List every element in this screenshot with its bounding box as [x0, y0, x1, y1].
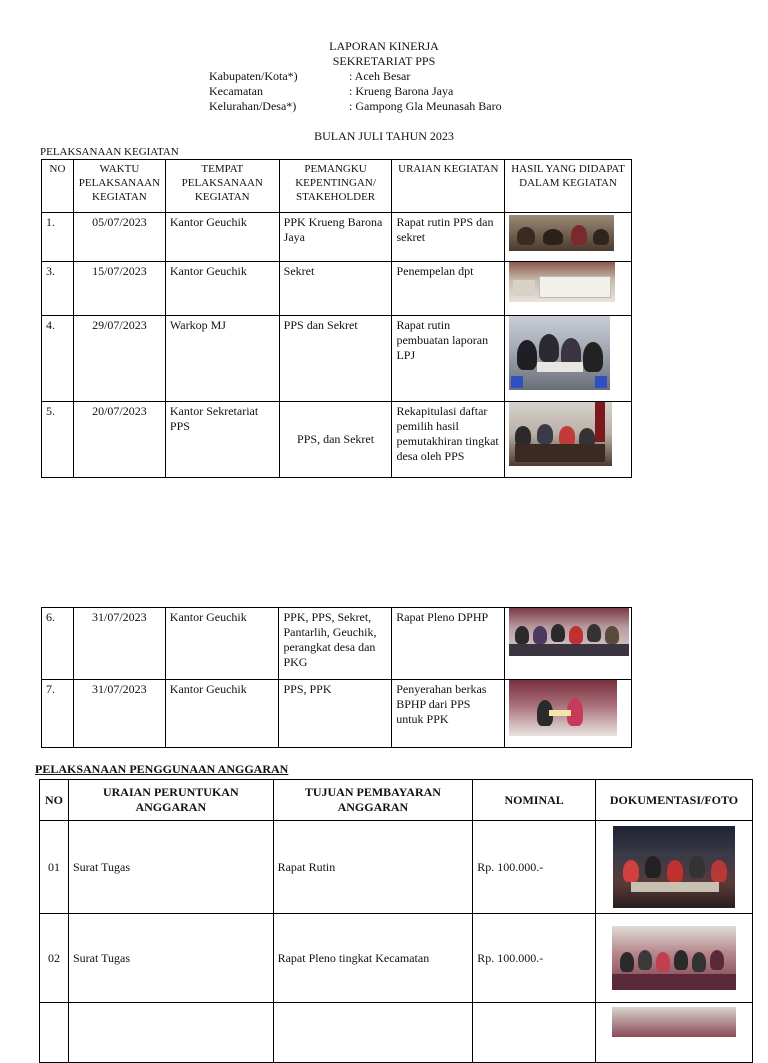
row-uraian — [68, 1003, 273, 1063]
row-tujuan: Rapat Pleno tingkat Kecamatan — [273, 914, 473, 1003]
row-activity: Rapat Pleno DPHP — [392, 608, 505, 680]
row-photo-cell — [504, 608, 631, 680]
table-row — [40, 821, 753, 914]
row-place: Kantor Geuchik — [165, 262, 279, 316]
row-no: 7. — [42, 680, 74, 748]
dinner-meeting-photo — [613, 826, 735, 908]
row-activity: Rekapitulasi daftar pemilih hasil pemutakhiran tingkat desa oleh PPS — [392, 402, 505, 478]
col-header-tempat: TEMPAT PELAKSANAAN KEGIATAN — [165, 160, 279, 213]
row-nominal — [473, 1003, 596, 1063]
row-stakeholder: PPK, PPS, Sekret, Pantarlih, Geuchik, perangkat desa dan PKG — [279, 608, 392, 680]
recap-photo — [509, 402, 612, 466]
report-title: LAPORAN KINERJA — [329, 39, 439, 53]
row-place: Warkop MJ — [165, 316, 279, 402]
row-date: 15/07/2023 — [73, 262, 165, 316]
field-label-kelurahan: Kelurahan/Desa*) — [209, 99, 297, 113]
row-date: 29/07/2023 — [73, 316, 165, 402]
col-header-no: NO — [40, 780, 69, 821]
row-uraian: Surat Tugas — [68, 914, 273, 1003]
section-title-anggaran: PELAKSANAAN PENGGUNAAN ANGGARAN — [35, 762, 289, 776]
kegiatan-table-continued — [41, 607, 632, 748]
plenary-photo — [509, 608, 629, 656]
row-no: 1. — [42, 213, 74, 262]
row-tujuan: Rapat Rutin — [273, 821, 473, 914]
kegiatan-table — [41, 159, 632, 478]
row-no — [40, 1003, 69, 1063]
row-no: 01 — [40, 821, 69, 914]
row-stakeholder: Sekret — [279, 262, 392, 316]
col-header-uraian: URAIAN KEGIATAN — [392, 160, 505, 213]
row-place: Kantor Sekretariat PPS — [165, 402, 279, 478]
row-stakeholder: PPK Krueng Barona Jaya — [279, 213, 392, 262]
field-label-kecamatan: Kecamatan — [209, 84, 263, 98]
table-row — [42, 608, 632, 680]
row-photo-cell — [505, 316, 632, 402]
row-place: Kantor Geuchik — [165, 608, 279, 680]
report-period: BULAN JULI TAHUN 2023 — [314, 129, 454, 143]
cafe-meeting-photo — [509, 316, 610, 390]
row-activity: Rapat rutin PPS dan sekret — [392, 213, 505, 262]
row-place: Kantor Geuchik — [165, 680, 279, 748]
row-stakeholder: PPS, dan Sekret — [279, 402, 392, 478]
row-date: 05/07/2023 — [73, 213, 165, 262]
anggaran-table — [39, 779, 753, 1063]
row-date: 20/07/2023 — [73, 402, 165, 478]
row-photo-cell — [504, 680, 631, 748]
handover-photo — [509, 680, 617, 736]
kecamatan-plenary-photo — [612, 926, 736, 990]
col-header-waktu: WAKTU PELAKSANAAN KEGIATAN — [73, 160, 165, 213]
row-nominal: Rp. 100.000.- — [473, 914, 596, 1003]
row-stakeholder: PPS, PPK — [279, 680, 392, 748]
row-uraian: Surat Tugas — [68, 821, 273, 914]
table-row — [42, 402, 632, 478]
table-row — [42, 262, 632, 316]
row-activity: Rapat rutin pembuatan laporan LPJ — [392, 316, 505, 402]
row-nominal: Rp. 100.000.- — [473, 821, 596, 914]
col-header-dokumentasi: DOKUMENTASI/FOTO — [596, 780, 753, 821]
field-value-kelurahan: : Gampong Gla Meunasah Baro — [349, 99, 502, 113]
table-row — [40, 1003, 753, 1063]
table-row — [42, 213, 632, 262]
row-date: 31/07/2023 — [73, 608, 165, 680]
row-no: 3. — [42, 262, 74, 316]
row-no: 02 — [40, 914, 69, 1003]
row-activity: Penempelan dpt — [392, 262, 505, 316]
section-title-kegiatan: PELAKSANAAN KEGIATAN — [40, 146, 179, 158]
row-photo-cell — [596, 821, 753, 914]
table-row — [40, 914, 753, 1003]
board-photo — [509, 262, 615, 302]
row-photo-cell — [505, 402, 632, 478]
field-value-kecamatan: : Krueng Barona Jaya — [349, 84, 454, 98]
row-place: Kantor Geuchik — [165, 213, 279, 262]
row-activity: Penyerahan berkas BPHP dari PPS untuk PPK — [392, 680, 505, 748]
col-header-tujuan: TUJUAN PEMBAYARAN ANGGARAN — [273, 780, 473, 821]
row-tujuan — [273, 1003, 473, 1063]
table-row — [42, 316, 632, 402]
row-photo-cell — [505, 213, 632, 262]
field-value-kabupaten: : Aceh Besar — [349, 69, 411, 83]
row-date: 31/07/2023 — [73, 680, 165, 748]
row-no: 4. — [42, 316, 74, 402]
table-row — [42, 680, 632, 748]
col-header-uraian: URAIAN PERUNTUKAN ANGGARAN — [68, 780, 273, 821]
meeting-photo — [509, 215, 614, 251]
row-no: 6. — [42, 608, 74, 680]
row-stakeholder: PPS dan Sekret — [279, 316, 392, 402]
col-header-hasil: HASIL YANG DIDAPAT DALAM KEGIATAN — [505, 160, 632, 213]
col-header-no: NO — [42, 160, 74, 213]
col-header-nominal: NOMINAL — [473, 780, 596, 821]
row-photo-cell — [596, 914, 753, 1003]
row-photo-cell — [596, 1003, 753, 1063]
partial-photo — [612, 1007, 736, 1037]
row-photo-cell — [505, 262, 632, 316]
col-header-stakeholder: PEMANGKU KEPENTINGAN/ STAKEHOLDER — [279, 160, 392, 213]
row-no: 5. — [42, 402, 74, 478]
report-subtitle: SEKRETARIAT PPS — [332, 54, 436, 68]
field-label-kabupaten: Kabupaten/Kota*) — [209, 69, 298, 83]
